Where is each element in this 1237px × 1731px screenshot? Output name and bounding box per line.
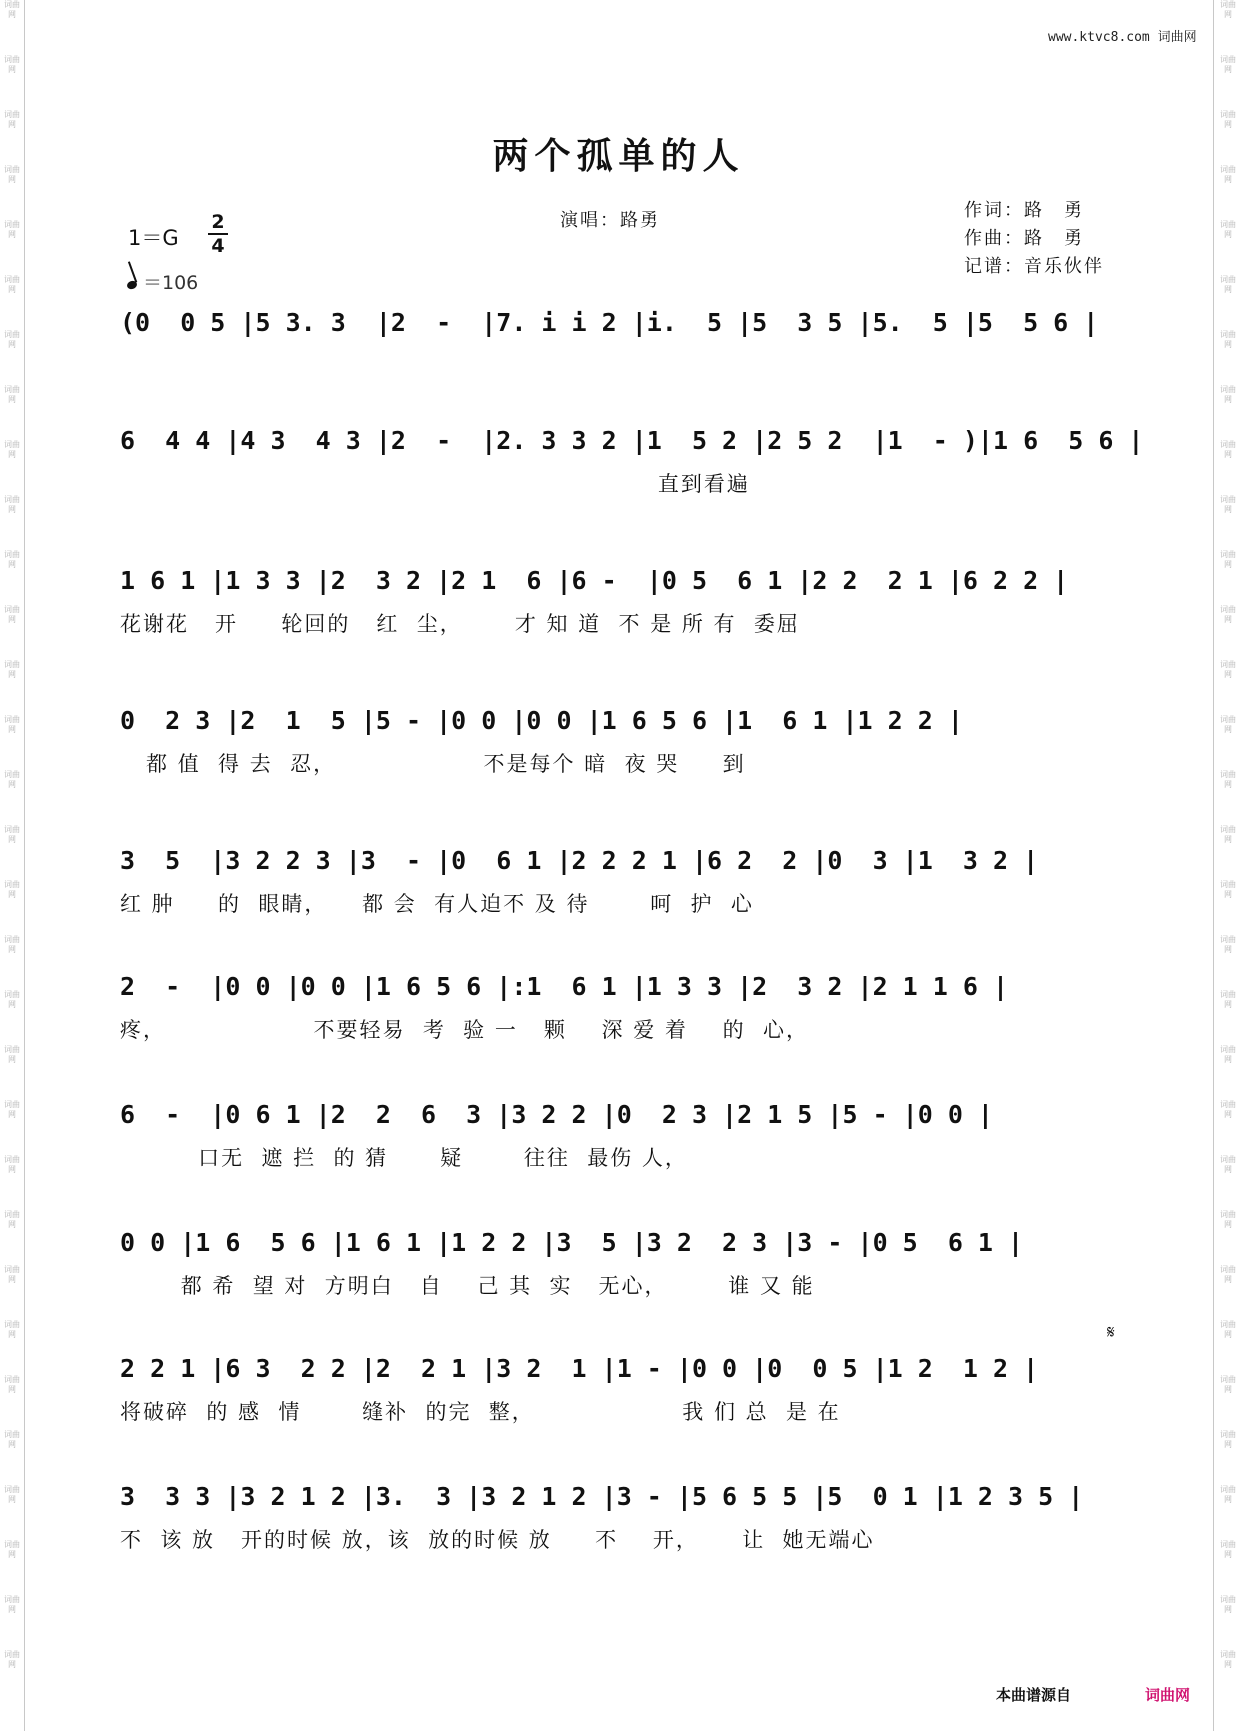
watermark-text: 词曲网 [4,1595,20,1614]
watermark-text: 词曲网 [1220,495,1236,514]
watermark-text: 词曲网 [1220,275,1236,294]
score-line [120,1226,1120,1346]
watermark-text: 词曲网 [4,220,20,239]
watermark-text: 词曲网 [4,1650,20,1669]
watermark-text: 词曲网 [1220,715,1236,734]
left-margin-line [24,0,25,1731]
watermark-text: 词曲网 [1220,440,1236,459]
composer-credit: 作曲：路 勇 [964,228,1084,249]
footer-source-label: 本曲谱源自 [996,1686,1072,1704]
score-line [120,970,1120,1090]
watermark-text: 词曲网 [4,1265,20,1284]
lyrics-row: 疼， 不要轻易 考 验 一 颗 深 爱 着 的 心， [120,1018,809,1042]
watermark-text: 词曲网 [1220,220,1236,239]
watermark-text: 词曲网 [1220,660,1236,679]
lyrics-row: 红 肿 的 眼睛， 都 会 有人迫不 及 待 呵 护 心 [120,892,754,916]
watermark-text: 词曲网 [4,880,20,899]
notation-row: 3 3 3 |3 2 1 2 |3. 3 |3 2 1 2 |3 - |5 6 5 5 |5 0 1 |1 2 3 5 | [120,1482,1084,1511]
score-line [120,704,1120,824]
watermark-text: 词曲网 [1220,880,1236,899]
watermark-text: 词曲网 [4,825,20,844]
watermark-text: 词曲网 [1220,550,1236,569]
watermark-text: 词曲网 [1220,1485,1236,1504]
lyricist-credit: 作词：路 勇 [964,200,1084,221]
watermark-column-left [3,0,21,1705]
transcriber-credit: 记谱：音乐伙伴 [964,256,1104,277]
score-line [120,1098,1120,1218]
watermark-text: 词曲网 [4,605,20,624]
watermark-text: 词曲网 [1220,1595,1236,1614]
watermark-text: 词曲网 [4,1540,20,1559]
watermark-text: 词曲网 [4,715,20,734]
watermark-text: 词曲网 [1220,1320,1236,1339]
tempo-value: ＝106 [143,272,199,294]
watermark-text: 词曲网 [4,440,20,459]
notation-row: 2 2 1 |6 3 2 2 |2 2 1 |3 2 1 |1 - |0 0 |0 0 5 |1 2 1 2 | [120,1354,1039,1383]
score-line [120,1352,1120,1472]
watermark-text: 词曲网 [1220,1210,1236,1229]
lyrics-row: 都 值 得 去 忍， 不是每个 暗 夜 哭 到 [120,752,746,776]
watermark-text: 词曲网 [4,165,20,184]
watermark-text: 词曲网 [1220,55,1236,74]
watermark-text: 词曲网 [4,1320,20,1339]
watermark-text: 词曲网 [4,660,20,679]
watermark-text: 词曲网 [4,0,20,19]
watermark-text: 词曲网 [4,330,20,349]
watermark-text: 词曲网 [4,1375,20,1394]
watermark-text: 词曲网 [1220,825,1236,844]
score-line [120,424,1144,544]
site-url[interactable]: www.ktvc8.com 词曲网 [1048,30,1197,45]
notation-row: 6 4 4 |4 3 4 3 |2 - |2. 3 3 2 |1 5 2 |2 5 2 |1 - )|1 6 5 6 | [120,426,1144,455]
notation-row: 3 5 |3 2 2 3 |3 - |0 6 1 |2 2 2 1 |6 2 2 |0 3 |1 3 2 | [120,846,1039,875]
watermark-text: 词曲网 [1220,1155,1236,1174]
watermark-text: 词曲网 [4,770,20,789]
lyrics-row: 花谢花 开 轮回的 红 尘， 才 知 道 不 是 所 有 委屈 [120,612,800,636]
watermark-text: 词曲网 [4,275,20,294]
watermark-text: 词曲网 [1220,0,1236,19]
score-line [120,306,1120,426]
key-signature: 1＝G [128,226,179,250]
watermark-text: 词曲网 [1220,330,1236,349]
score-line [120,564,1120,684]
watermark-text: 词曲网 [1220,1265,1236,1284]
watermark-text: 词曲网 [1220,1100,1236,1119]
right-margin-line [1213,0,1214,1731]
watermark-text: 词曲网 [1220,1045,1236,1064]
watermark-text: 词曲网 [4,990,20,1009]
segno-icon: 𝄋 [1107,1322,1115,1343]
watermark-text: 词曲网 [1220,165,1236,184]
score-line [120,844,1120,964]
score-line [120,1480,1120,1600]
lyrics-row: 口无 遮 拦 的 猜 疑 往往 最伤 人， [120,1146,688,1170]
watermark-column-right [1219,0,1237,1705]
watermark-text: 词曲网 [1220,605,1236,624]
notation-row: 2 - |0 0 |0 0 |1 6 5 6 |:1 6 1 |1 3 3 |2 3 2 |2 1 1 6 | [120,972,1009,1001]
lyrics-row: 都 希 望 对 方明白 自 己 其 实 无心， 谁 又 能 [120,1274,815,1298]
watermark-text: 词曲网 [1220,1540,1236,1559]
footer-site-link[interactable]: 词曲网 [1145,1686,1191,1704]
watermark-text: 词曲网 [4,110,20,129]
tempo-marking [127,268,198,295]
notation-row: 6 - |0 6 1 |2 2 6 3 |3 2 2 |0 2 3 |2 1 5 |5 - |0 0 | [120,1100,993,1129]
lyrics-row: 不 该 放 开的时候 放，该 放的时候 放 不 开， 让 她无端心 [120,1528,875,1552]
watermark-text: 词曲网 [1220,770,1236,789]
watermark-text: 词曲网 [4,1485,20,1504]
singer-credit: 演唱：路勇 [560,210,660,231]
time-signature-bottom: 4 [211,235,225,257]
watermark-text: 词曲网 [1220,935,1236,954]
watermark-text: 词曲网 [1220,385,1236,404]
watermark-text: 词曲网 [4,55,20,74]
watermark-text: 词曲网 [1220,1430,1236,1449]
watermark-text: 词曲网 [1220,1375,1236,1394]
watermark-text: 词曲网 [4,1155,20,1174]
notation-row: 0 0 |1 6 5 6 |1 6 1 |1 2 2 |3 5 |3 2 2 3 |3 - |0 5 6 1 | [120,1228,1024,1257]
watermark-text: 词曲网 [4,1100,20,1119]
quarter-note-icon [126,280,138,291]
time-signature [208,212,228,256]
notation-row: 1 6 1 |1 3 3 |2 3 2 |2 1 6 |6 - |0 5 6 1 |2 2 2 1 |6 2 2 | [120,566,1069,595]
lyrics-row: 将破碎 的 感 情 缝补 的完 整， 我 们 总 是 在 [120,1400,841,1424]
watermark-text: 词曲网 [1220,990,1236,1009]
time-signature-top: 2 [211,211,225,233]
watermark-text: 词曲网 [4,1045,20,1064]
watermark-text: 词曲网 [4,385,20,404]
notation-row: 0 2 3 |2 1 5 |5 - |0 0 |0 0 |1 6 5 6 |1 6 1 |1 2 2 | [120,706,963,735]
watermark-text: 词曲网 [4,1210,20,1229]
watermark-text: 词曲网 [4,550,20,569]
watermark-text: 词曲网 [4,495,20,514]
lyrics-row: 直到看遍 [120,472,750,496]
watermark-text: 词曲网 [1220,1650,1236,1669]
watermark-text: 词曲网 [4,935,20,954]
song-title: 两个孤单的人 [492,136,745,177]
watermark-text: 词曲网 [1220,110,1236,129]
notation-row: (0 0 5 |5 3. 3 |2 - |7. i i 2 |i. 5 |5 3 5 |5. 5 |5 5 6 | [120,308,1099,337]
watermark-text: 词曲网 [4,1430,20,1449]
